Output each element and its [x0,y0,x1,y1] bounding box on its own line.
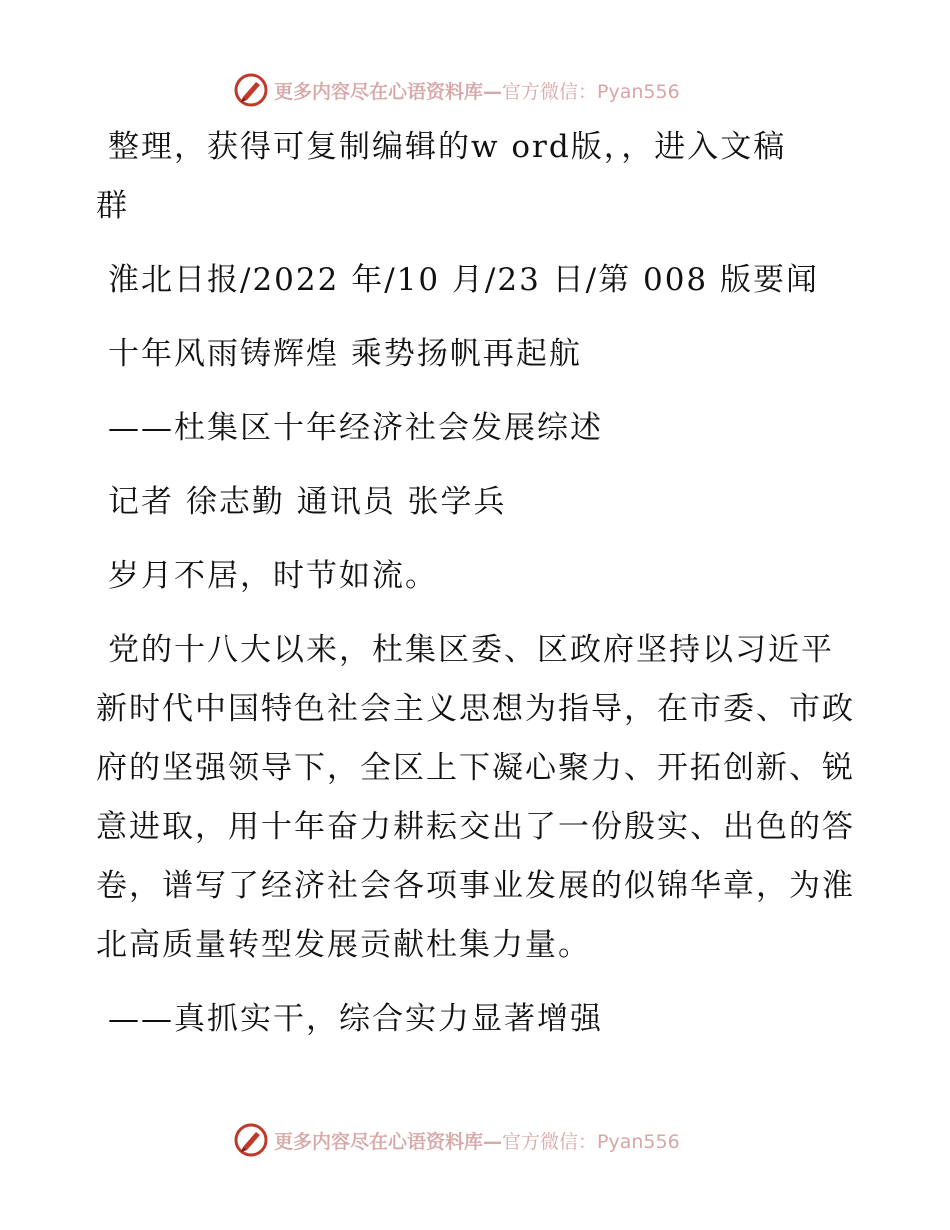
article-subtitle: ——杜集区十年经济社会发展综述 [108,410,603,446]
watermark-contact-text: 官方微信：Pyan556 [502,80,680,103]
section-heading: ——真抓实干，综合实力显著增强 [108,1001,603,1037]
article-title: 十年风雨铸辉煌 乘势扬帆再起航 [108,336,582,372]
paragraph-body: 党的十八大以来，杜集区委、区政府坚持以习近平新时代中国特色社会主义思想为指导，在市委、市政府的坚强领导下，全区上下凝心聚力、开拓创新、锐意进取，用十年奋力耕耘交出了一份殷实、出色的答卷，谱写了经济社会各项事业发展的似锦华章，为淮北高质量转型发展贡献杜集力量。 [96,632,855,963]
watermark-contact-text: 官方微信：Pyan556 [502,1130,680,1153]
document-body [96,118,856,1049]
header-watermark [234,72,680,108]
article-byline: 记者 徐志勤 通讯员 张学兵 [108,484,507,520]
pen-logo-icon [234,1123,268,1157]
intro-line-continued: 群 [96,188,129,224]
intro-line: 整理，获得可复制编辑的w ord版，，进入文稿 [108,129,787,165]
article-source: 淮北日报/2022 年/10 月/23 日/第 008 版要闻 [108,262,820,298]
watermark-site-text: 更多内容尽在心语资料库— [274,1130,503,1153]
pen-logo-icon [234,73,268,107]
footer-watermark [234,1122,680,1158]
watermark-site-text: 更多内容尽在心语资料库— [274,80,503,103]
paragraph-opening: 岁月不居，时节如流。 [108,558,438,594]
